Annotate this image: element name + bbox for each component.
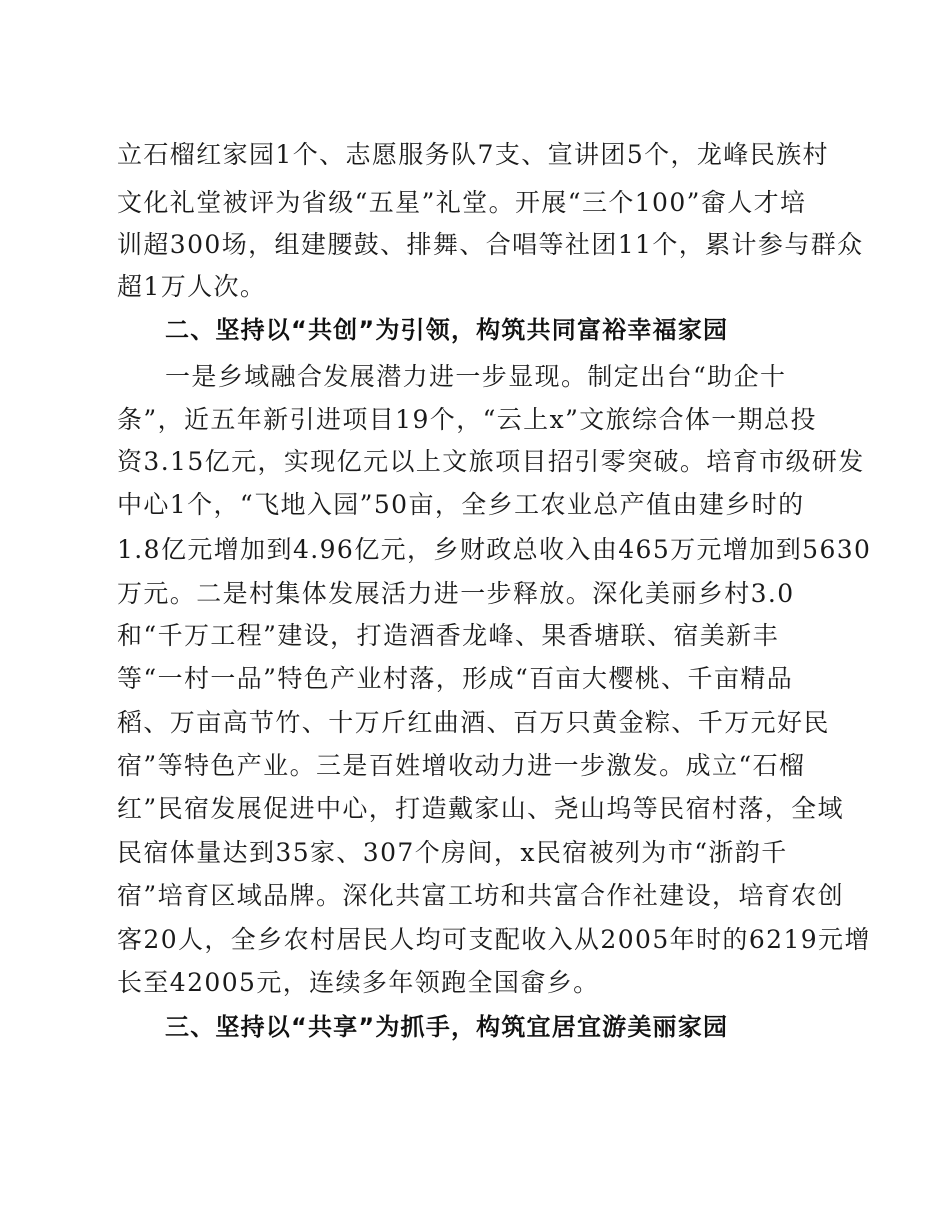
body-text-line: 和“千万工程”建设，打造酒香龙峰、果香塘联、宿美新丰	[117, 621, 779, 650]
body-text-line: 文化礼堂被评为省级“五星”礼堂。开展“三个100”畲人才培	[117, 188, 807, 217]
body-text-line: 资3.15亿元，实现亿元以上文旅项目招引零突破。培育市级研发	[117, 447, 865, 476]
body-text-line: 宿”等特色产业。三是百姓增收动力进一步激发。成立“石榴	[117, 751, 806, 780]
body-text-line: 民宿体量达到35家、307个房间，x民宿被列为市“浙韵千	[117, 838, 788, 867]
section-heading-3: 三、坚持以“共享”为抓手，构筑宜居宜游美丽家园	[165, 1013, 729, 1041]
body-text-line: 中心1个，“飞地入园”50亩，全乡工农业总产值由建乡时的	[117, 490, 805, 519]
body-text-line: 训超300场，组建腰鼓、排舞、合唱等社团11个，累计参与群众	[117, 230, 864, 259]
body-text-line: 一是乡域融合发展潜力进一步显现。制定出台“助企十	[165, 362, 787, 391]
body-text-line: 万元。二是村集体发展活力进一步释放。深化美丽乡村3.0	[117, 579, 795, 608]
body-text-line: 等“一村一品”特色产业村落，形成“百亩大樱桃、千亩精品	[117, 664, 794, 693]
body-text-line: 宿”培育区域品牌。深化共富工坊和共富合作社建设，培育农创	[117, 881, 844, 910]
body-text-line: 客20人，全乡农村居民人均可支配收入从2005年时的6219元增	[117, 925, 871, 954]
body-text-line: 超1万人次。	[117, 272, 267, 301]
body-text-line: 长至42005元，连续多年领跑全国畲乡。	[117, 968, 600, 997]
section-heading-2: 二、坚持以“共创”为引领，构筑共同富裕幸福家园	[165, 316, 729, 344]
body-text-line: 红”民宿发展促进中心，打造戴家山、尧山坞等民宿村落，全域	[117, 794, 844, 823]
body-text-line: 立石榴红家园1个、志愿服务队7支、宣讲团5个，龙峰民族村	[117, 140, 829, 169]
body-text-line: 稻、万亩高节竹、十万斤红曲酒、百万只黄金粽、千万元好民	[117, 708, 830, 737]
body-text-line: 条”，近五年新引进项目19个，“云上x”文旅综合体一期总投	[117, 405, 817, 434]
body-text-line: 1.8亿元增加到4.96亿元，乡财政总收入由465万元增加到5630	[117, 535, 872, 564]
